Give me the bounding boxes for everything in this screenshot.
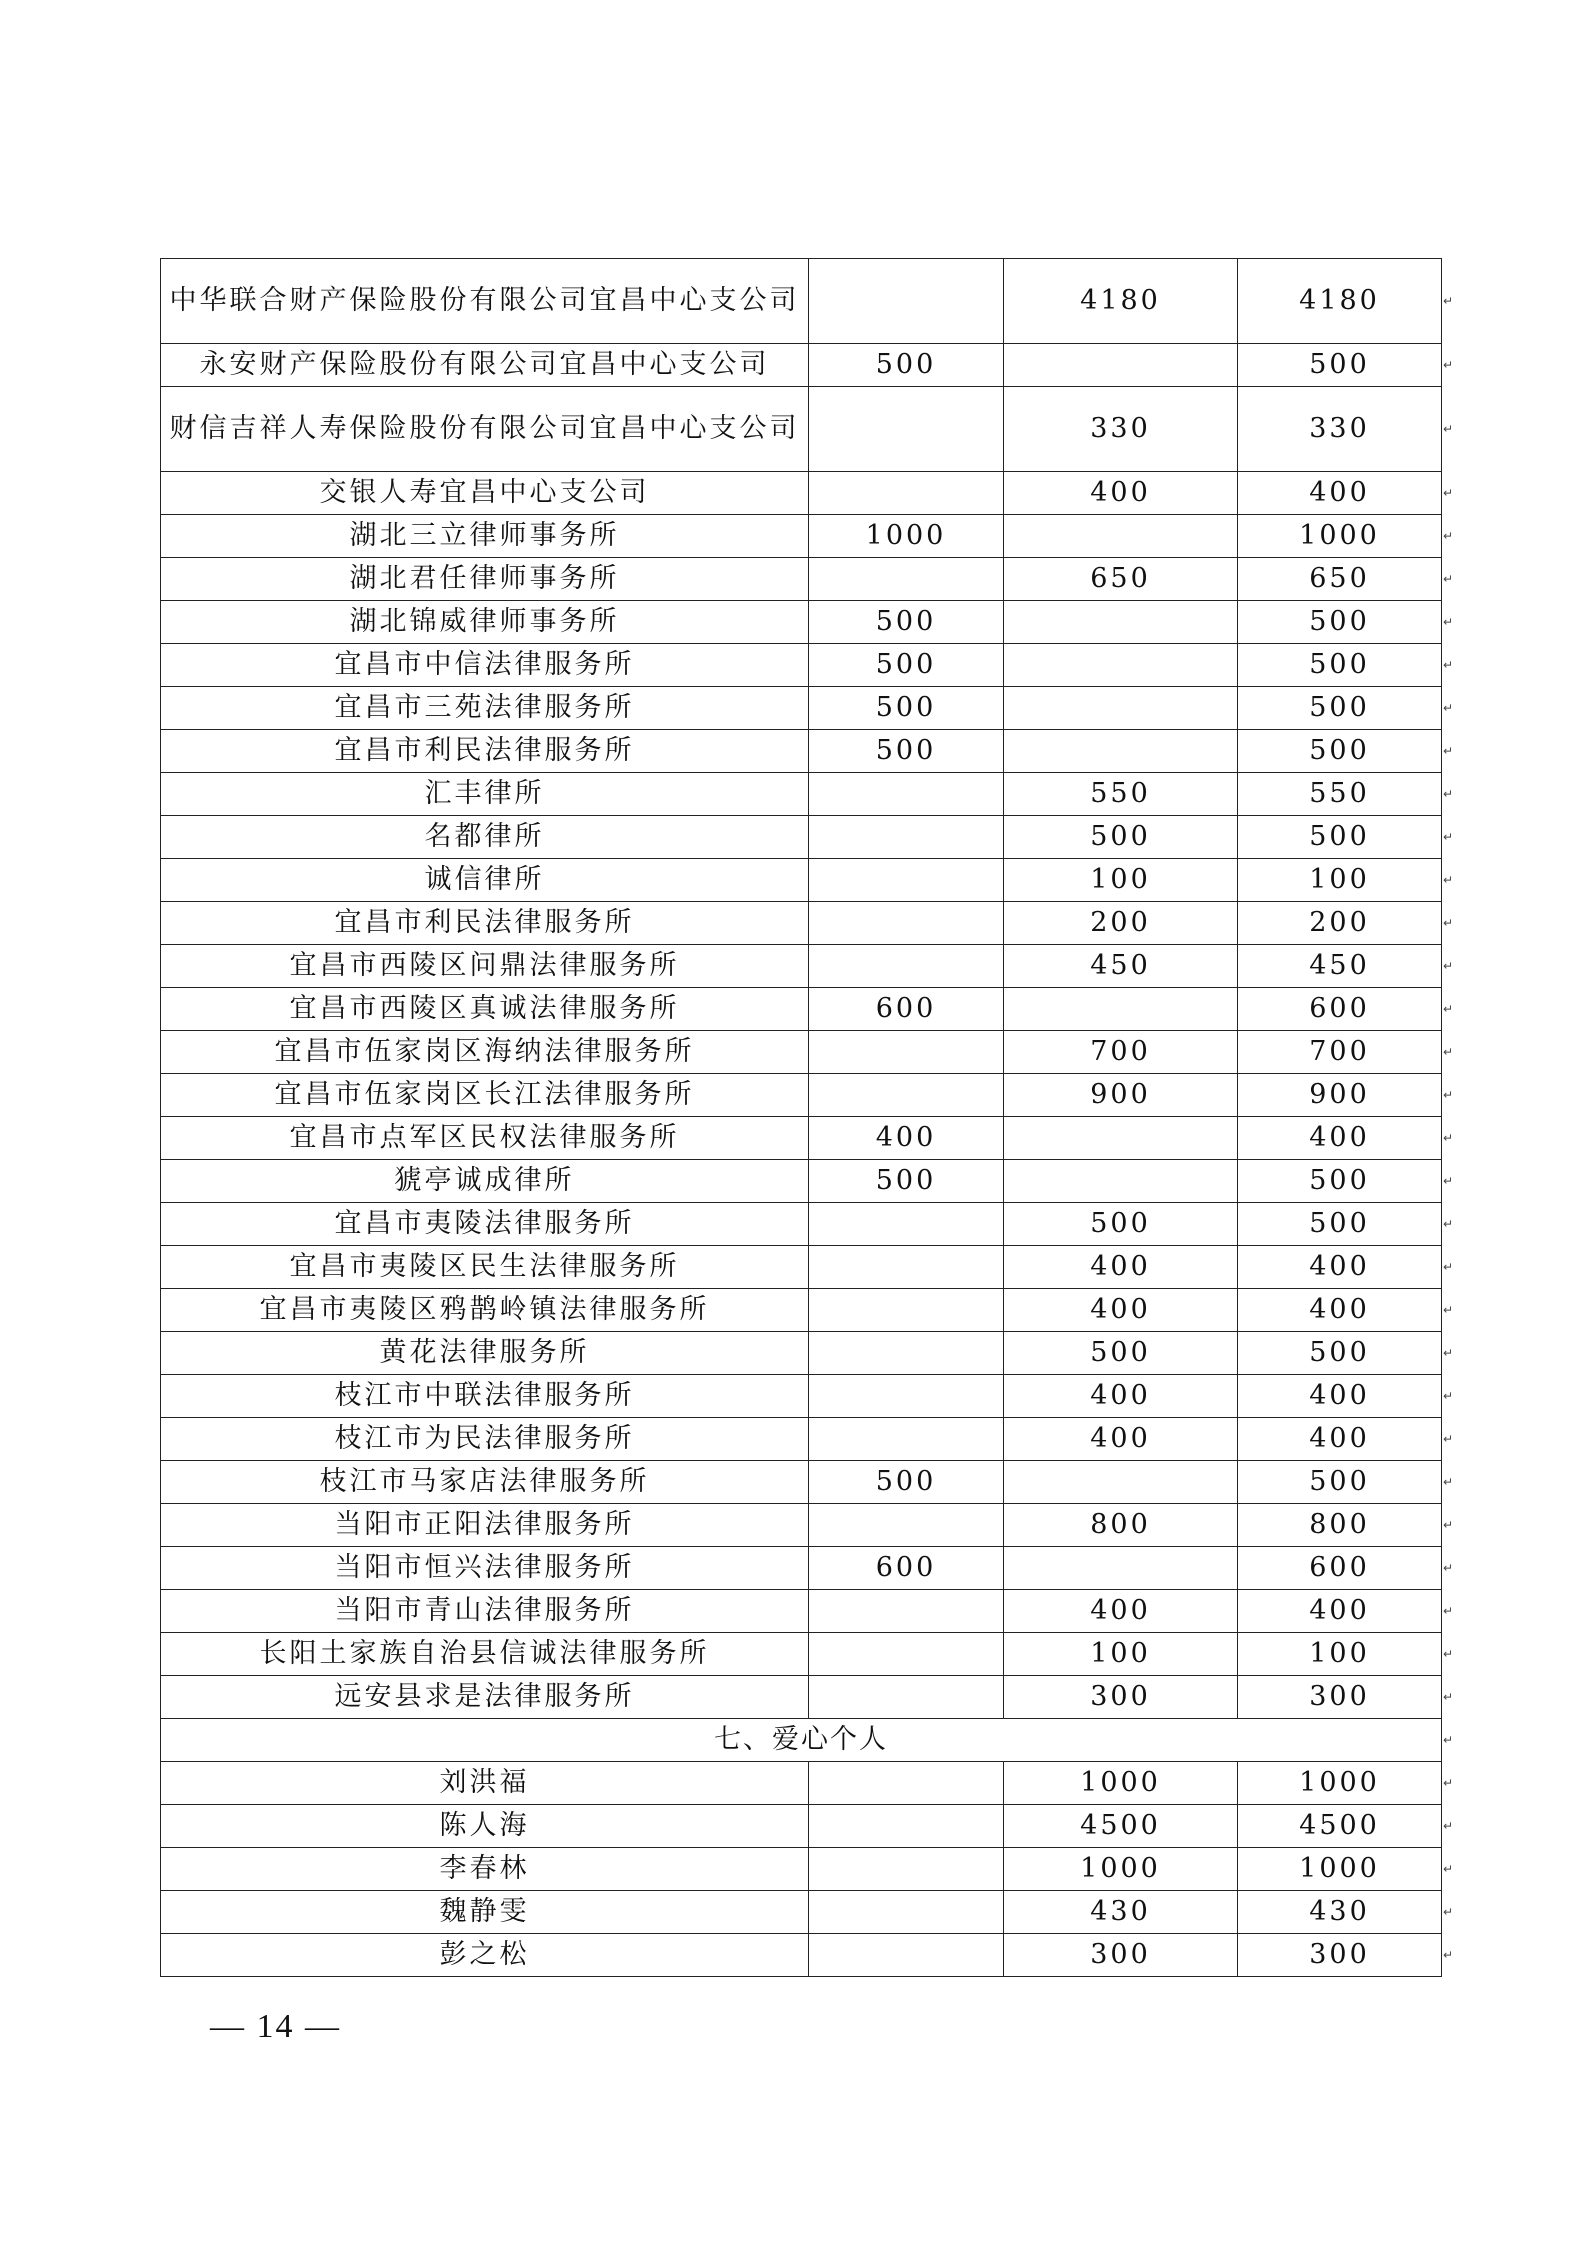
amount-cell-2: 500	[1004, 1203, 1238, 1246]
paragraph-mark: ↵	[1443, 1173, 1454, 1188]
table-row	[161, 988, 1442, 1031]
name-cell: 财信吉祥人寿保险股份有限公司宜昌中心支公司	[161, 387, 809, 472]
name-cell: 宜昌市西陵区真诚法律服务所	[161, 988, 809, 1031]
paragraph-mark: ↵	[1443, 915, 1454, 930]
paragraph-mark: ↵	[1443, 571, 1454, 586]
amount-cell-1	[809, 1805, 1004, 1848]
table-row	[161, 945, 1442, 988]
total-cell: 4180	[1238, 259, 1442, 344]
paragraph-mark: ↵	[1443, 1345, 1454, 1360]
amount-cell-2	[1004, 730, 1238, 773]
name-cell: 陈人海	[161, 1805, 809, 1848]
table-row	[161, 1633, 1442, 1676]
paragraph-mark: ↵	[1443, 614, 1454, 629]
name-cell: 枝江市中联法律服务所	[161, 1375, 809, 1418]
amount-cell-1	[809, 1246, 1004, 1289]
table-row	[161, 472, 1442, 515]
page-number: — 14 —	[210, 2008, 341, 2045]
paragraph-mark: ↵	[1443, 1904, 1454, 1919]
amount-cell-1: 600	[809, 1547, 1004, 1590]
amount-cell-2: 700	[1004, 1031, 1238, 1074]
paragraph-mark: ↵	[1443, 1259, 1454, 1274]
total-cell: 650	[1238, 558, 1442, 601]
amount-cell-2: 430	[1004, 1891, 1238, 1934]
paragraph-mark: ↵	[1443, 1560, 1454, 1575]
amount-cell-2: 400	[1004, 1418, 1238, 1461]
amount-cell-2	[1004, 988, 1238, 1031]
amount-cell-2: 550	[1004, 773, 1238, 816]
amount-cell-1	[809, 773, 1004, 816]
paragraph-mark: ↵	[1443, 528, 1454, 543]
amount-cell-1	[809, 816, 1004, 859]
total-cell: 500	[1238, 644, 1442, 687]
total-cell: 500	[1238, 1203, 1442, 1246]
amount-cell-1	[809, 472, 1004, 515]
table-row	[161, 1332, 1442, 1375]
table-row	[161, 558, 1442, 601]
table-row	[161, 730, 1442, 773]
total-cell: 1000	[1238, 1762, 1442, 1805]
total-cell: 500	[1238, 816, 1442, 859]
amount-cell-1: 500	[809, 1461, 1004, 1504]
table-row	[161, 1547, 1442, 1590]
amount-cell-1: 500	[809, 344, 1004, 387]
total-cell: 1000	[1238, 1848, 1442, 1891]
amount-cell-1	[809, 1504, 1004, 1547]
total-cell: 800	[1238, 1504, 1442, 1547]
total-cell: 400	[1238, 1418, 1442, 1461]
paragraph-mark: ↵	[1443, 786, 1454, 801]
amount-cell-1	[809, 902, 1004, 945]
total-cell: 300	[1238, 1676, 1442, 1719]
amount-cell-2: 300	[1004, 1676, 1238, 1719]
section-row	[161, 1719, 1442, 1762]
name-cell: 彭之松	[161, 1934, 809, 1977]
amount-cell-2	[1004, 644, 1238, 687]
name-cell: 宜昌市中信法律服务所	[161, 644, 809, 687]
amount-cell-1	[809, 1590, 1004, 1633]
amount-cell-1: 500	[809, 730, 1004, 773]
amount-cell-2: 400	[1004, 1590, 1238, 1633]
name-cell: 宜昌市伍家岗区长江法律服务所	[161, 1074, 809, 1117]
table-row	[161, 1418, 1442, 1461]
amount-cell-2	[1004, 1117, 1238, 1160]
total-cell: 500	[1238, 1461, 1442, 1504]
paragraph-mark: ↵	[1443, 357, 1454, 372]
name-cell: 刘洪福	[161, 1762, 809, 1805]
amount-cell-2: 330	[1004, 387, 1238, 472]
total-cell: 600	[1238, 1547, 1442, 1590]
paragraph-mark: ↵	[1443, 1216, 1454, 1231]
amount-cell-1	[809, 259, 1004, 344]
name-cell: 中华联合财产保险股份有限公司宜昌中心支公司	[161, 259, 809, 344]
name-cell: 猇亭诚成律所	[161, 1160, 809, 1203]
name-cell: 长阳土家族自治县信诚法律服务所	[161, 1633, 809, 1676]
paragraph-mark: ↵	[1443, 1044, 1454, 1059]
name-cell: 当阳市恒兴法律服务所	[161, 1547, 809, 1590]
name-cell: 宜昌市三苑法律服务所	[161, 687, 809, 730]
name-cell: 枝江市为民法律服务所	[161, 1418, 809, 1461]
total-cell: 600	[1238, 988, 1442, 1031]
amount-cell-2: 400	[1004, 1375, 1238, 1418]
amount-cell-1: 400	[809, 1117, 1004, 1160]
amount-cell-1	[809, 387, 1004, 472]
table-row	[161, 1203, 1442, 1246]
total-cell: 430	[1238, 1891, 1442, 1934]
table-row	[161, 1590, 1442, 1633]
amount-cell-2: 400	[1004, 1246, 1238, 1289]
table-row	[161, 1805, 1442, 1848]
amount-cell-2: 650	[1004, 558, 1238, 601]
amount-cell-2	[1004, 515, 1238, 558]
table-row	[161, 1031, 1442, 1074]
table-row	[161, 1461, 1442, 1504]
total-cell: 1000	[1238, 515, 1442, 558]
amount-cell-2: 300	[1004, 1934, 1238, 1977]
total-cell: 500	[1238, 1160, 1442, 1203]
table-row	[161, 1848, 1442, 1891]
amount-cell-1	[809, 1891, 1004, 1934]
amount-cell-2	[1004, 687, 1238, 730]
table-row	[161, 1375, 1442, 1418]
paragraph-mark: ↵	[1443, 829, 1454, 844]
paragraph-mark: ↵	[1443, 293, 1454, 308]
amount-cell-2	[1004, 1461, 1238, 1504]
amount-cell-1: 500	[809, 1160, 1004, 1203]
name-cell: 当阳市青山法律服务所	[161, 1590, 809, 1633]
paragraph-mark: ↵	[1443, 1388, 1454, 1403]
name-cell: 魏静雯	[161, 1891, 809, 1934]
amount-cell-1: 1000	[809, 515, 1004, 558]
total-cell: 100	[1238, 859, 1442, 902]
table-row	[161, 1676, 1442, 1719]
total-cell: 500	[1238, 687, 1442, 730]
name-cell: 枝江市马家店法律服务所	[161, 1461, 809, 1504]
table-row	[161, 859, 1442, 902]
table-row	[161, 1289, 1442, 1332]
amount-cell-1	[809, 1375, 1004, 1418]
paragraph-mark: ↵	[1443, 958, 1454, 973]
total-cell: 200	[1238, 902, 1442, 945]
total-cell: 330	[1238, 387, 1442, 472]
amount-cell-1	[809, 1848, 1004, 1891]
paragraph-mark: ↵	[1443, 1775, 1454, 1790]
amount-cell-1: 500	[809, 601, 1004, 644]
amount-cell-2	[1004, 1547, 1238, 1590]
name-cell: 交银人寿宜昌中心支公司	[161, 472, 809, 515]
paragraph-mark: ↵	[1443, 1689, 1454, 1704]
section-title: 七、爱心个人	[161, 1719, 1442, 1762]
amount-cell-2	[1004, 1160, 1238, 1203]
amount-cell-2: 450	[1004, 945, 1238, 988]
table-row	[161, 1117, 1442, 1160]
name-cell: 宜昌市夷陵区鸦鹊岭镇法律服务所	[161, 1289, 809, 1332]
total-cell: 900	[1238, 1074, 1442, 1117]
total-cell: 700	[1238, 1031, 1442, 1074]
table-row	[161, 1934, 1442, 1977]
amount-cell-2: 900	[1004, 1074, 1238, 1117]
paragraph-mark: ↵	[1443, 1603, 1454, 1618]
table-row	[161, 644, 1442, 687]
total-cell: 400	[1238, 1375, 1442, 1418]
total-cell: 400	[1238, 1289, 1442, 1332]
name-cell: 湖北三立律师事务所	[161, 515, 809, 558]
total-cell: 550	[1238, 773, 1442, 816]
paragraph-mark: ↵	[1443, 743, 1454, 758]
name-cell: 宜昌市夷陵法律服务所	[161, 1203, 809, 1246]
amount-cell-2: 800	[1004, 1504, 1238, 1547]
total-cell: 450	[1238, 945, 1442, 988]
name-cell: 远安县求是法律服务所	[161, 1676, 809, 1719]
table-row	[161, 1246, 1442, 1289]
amount-cell-2: 1000	[1004, 1848, 1238, 1891]
paragraph-mark: ↵	[1443, 1001, 1454, 1016]
paragraph-mark: ↵	[1443, 1732, 1454, 1747]
amount-cell-1	[809, 1289, 1004, 1332]
amount-cell-2: 1000	[1004, 1762, 1238, 1805]
table-row	[161, 1160, 1442, 1203]
name-cell: 宜昌市利民法律服务所	[161, 902, 809, 945]
table-row	[161, 259, 1442, 344]
amount-cell-1	[809, 558, 1004, 601]
total-cell: 400	[1238, 1590, 1442, 1633]
donation-table-container	[160, 258, 1441, 1977]
table-row	[161, 344, 1442, 387]
total-cell: 400	[1238, 1117, 1442, 1160]
name-cell: 宜昌市点军区民权法律服务所	[161, 1117, 809, 1160]
name-cell: 湖北锦威律师事务所	[161, 601, 809, 644]
table-row	[161, 1074, 1442, 1117]
table-row	[161, 515, 1442, 558]
name-cell: 永安财产保险股份有限公司宜昌中心支公司	[161, 344, 809, 387]
paragraph-mark: ↵	[1443, 1517, 1454, 1532]
amount-cell-2: 500	[1004, 1332, 1238, 1375]
total-cell: 500	[1238, 730, 1442, 773]
table-row	[161, 601, 1442, 644]
amount-cell-1	[809, 1676, 1004, 1719]
amount-cell-1: 600	[809, 988, 1004, 1031]
name-cell: 当阳市正阳法律服务所	[161, 1504, 809, 1547]
paragraph-mark: ↵	[1443, 485, 1454, 500]
total-cell: 500	[1238, 601, 1442, 644]
table-row	[161, 902, 1442, 945]
paragraph-mark: ↵	[1443, 1861, 1454, 1876]
name-cell: 汇丰律所	[161, 773, 809, 816]
name-cell: 诚信律所	[161, 859, 809, 902]
table-row	[161, 387, 1442, 472]
table-row	[161, 687, 1442, 730]
amount-cell-1	[809, 1031, 1004, 1074]
total-cell: 500	[1238, 1332, 1442, 1375]
amount-cell-2: 100	[1004, 1633, 1238, 1676]
paragraph-mark: ↵	[1443, 1130, 1454, 1145]
amount-cell-2: 400	[1004, 1289, 1238, 1332]
paragraph-mark: ↵	[1443, 872, 1454, 887]
paragraph-mark: ↵	[1443, 1818, 1454, 1833]
total-cell: 4500	[1238, 1805, 1442, 1848]
amount-cell-1: 500	[809, 644, 1004, 687]
amount-cell-1	[809, 945, 1004, 988]
amount-cell-1	[809, 1332, 1004, 1375]
amount-cell-2: 400	[1004, 472, 1238, 515]
paragraph-mark: ↵	[1443, 700, 1454, 715]
name-cell: 宜昌市伍家岗区海纳法律服务所	[161, 1031, 809, 1074]
amount-cell-2: 4180	[1004, 259, 1238, 344]
table-row	[161, 1762, 1442, 1805]
total-cell: 400	[1238, 1246, 1442, 1289]
total-cell: 100	[1238, 1633, 1442, 1676]
paragraph-mark: ↵	[1443, 1087, 1454, 1102]
amount-cell-1	[809, 1633, 1004, 1676]
paragraph-mark: ↵	[1443, 657, 1454, 672]
name-cell: 名都律所	[161, 816, 809, 859]
amount-cell-1	[809, 1418, 1004, 1461]
name-cell: 宜昌市西陵区问鼎法律服务所	[161, 945, 809, 988]
amount-cell-2: 4500	[1004, 1805, 1238, 1848]
table-row	[161, 1504, 1442, 1547]
amount-cell-2: 500	[1004, 816, 1238, 859]
table-row	[161, 1891, 1442, 1934]
amount-cell-1: 500	[809, 687, 1004, 730]
amount-cell-1	[809, 1934, 1004, 1977]
amount-cell-2: 200	[1004, 902, 1238, 945]
paragraph-mark: ↵	[1443, 1947, 1454, 1962]
paragraph-mark: ↵	[1443, 1431, 1454, 1446]
paragraph-mark: ↵	[1443, 1302, 1454, 1317]
name-cell: 宜昌市夷陵区民生法律服务所	[161, 1246, 809, 1289]
amount-cell-1	[809, 859, 1004, 902]
amount-cell-2	[1004, 344, 1238, 387]
name-cell: 黄花法律服务所	[161, 1332, 809, 1375]
total-cell: 300	[1238, 1934, 1442, 1977]
paragraph-mark: ↵	[1443, 1646, 1454, 1661]
table-row	[161, 816, 1442, 859]
amount-cell-2: 100	[1004, 859, 1238, 902]
name-cell: 湖北君任律师事务所	[161, 558, 809, 601]
paragraph-mark: ↵	[1443, 421, 1454, 436]
amount-cell-2	[1004, 601, 1238, 644]
amount-cell-1	[809, 1074, 1004, 1117]
donation-table	[160, 258, 1442, 1977]
paragraph-mark: ↵	[1443, 1474, 1454, 1489]
name-cell: 李春林	[161, 1848, 809, 1891]
name-cell: 宜昌市利民法律服务所	[161, 730, 809, 773]
amount-cell-1	[809, 1203, 1004, 1246]
amount-cell-1	[809, 1762, 1004, 1805]
table-row	[161, 773, 1442, 816]
total-cell: 400	[1238, 472, 1442, 515]
total-cell: 500	[1238, 344, 1442, 387]
